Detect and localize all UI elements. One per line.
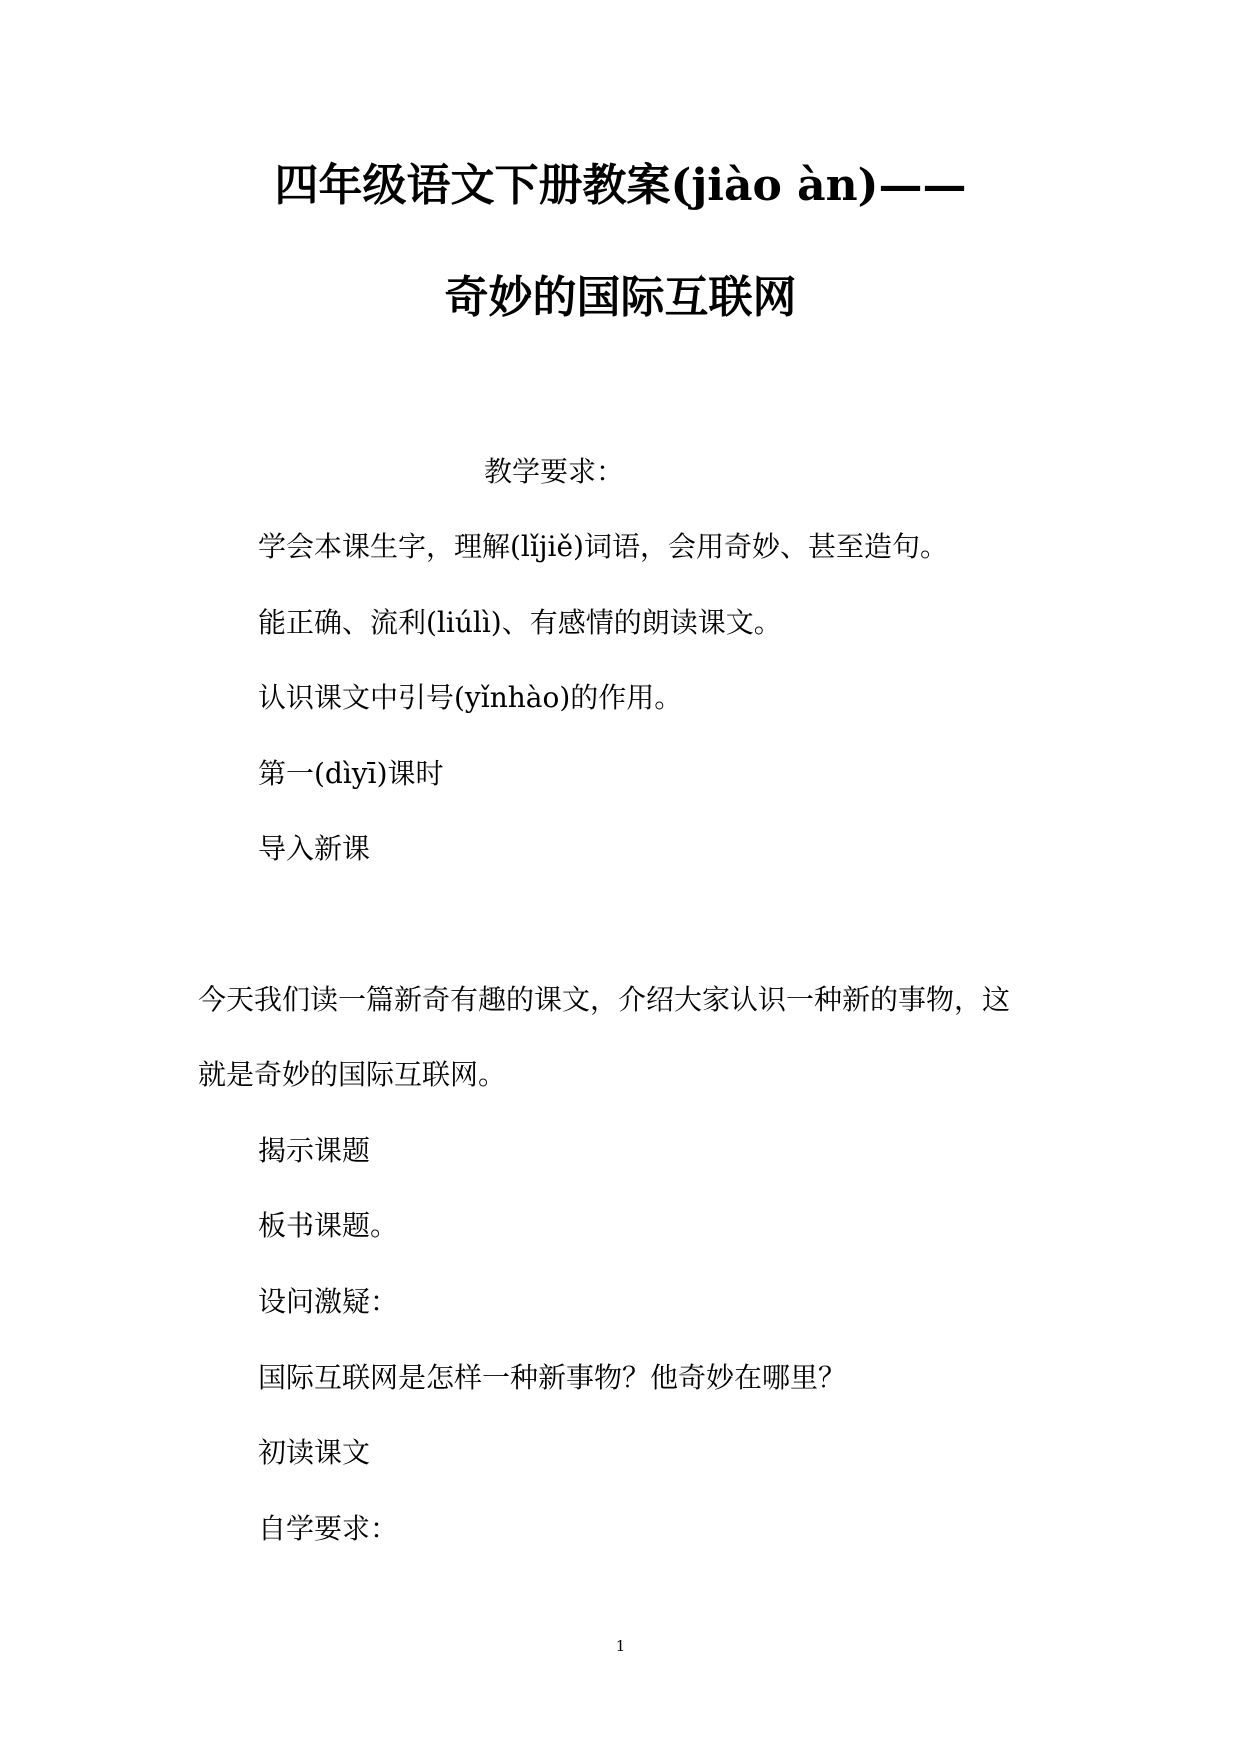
self-study-requirements-heading: 自学要求： — [258, 1512, 399, 1545]
intro-section-heading: 导入新课 — [258, 832, 371, 865]
requirement-paragraph-3: 认识课文中引号(yǐnhào)的作用。 — [258, 681, 683, 714]
intro-paragraph-line-1: 今天我们读一篇新奇有趣的课文，介绍大家认识一种新的事物，这 — [198, 983, 1011, 1016]
question-heading: 设问激疑： — [258, 1285, 399, 1318]
requirement-paragraph-1: 学会本课生字，理解(lǐjiě)词语，会用奇妙、甚至造句。 — [258, 530, 948, 563]
first-reading-heading: 初读课文 — [258, 1436, 371, 1469]
document-title-line-2: 奇妙的国际互联网 — [444, 272, 797, 323]
document-title-line-1: 四年级语文下册教案(jiào àn)—— — [274, 160, 967, 211]
teaching-requirements-heading: 教学要求： — [484, 455, 625, 488]
question-paragraph: 国际互联网是怎样一种新事物？他奇妙在哪里？ — [258, 1361, 847, 1394]
requirement-paragraph-2: 能正确、流利(liúlì)、有感情的朗读课文。 — [258, 606, 782, 639]
lesson-period-heading: 第一(dìyī)课时 — [258, 757, 444, 790]
intro-paragraph-line-2: 就是奇妙的国际互联网。 — [198, 1058, 507, 1091]
reveal-title-heading: 揭示课题 — [258, 1134, 371, 1167]
page-number: 1 — [615, 1637, 626, 1655]
board-title-paragraph: 板书课题。 — [258, 1209, 399, 1242]
